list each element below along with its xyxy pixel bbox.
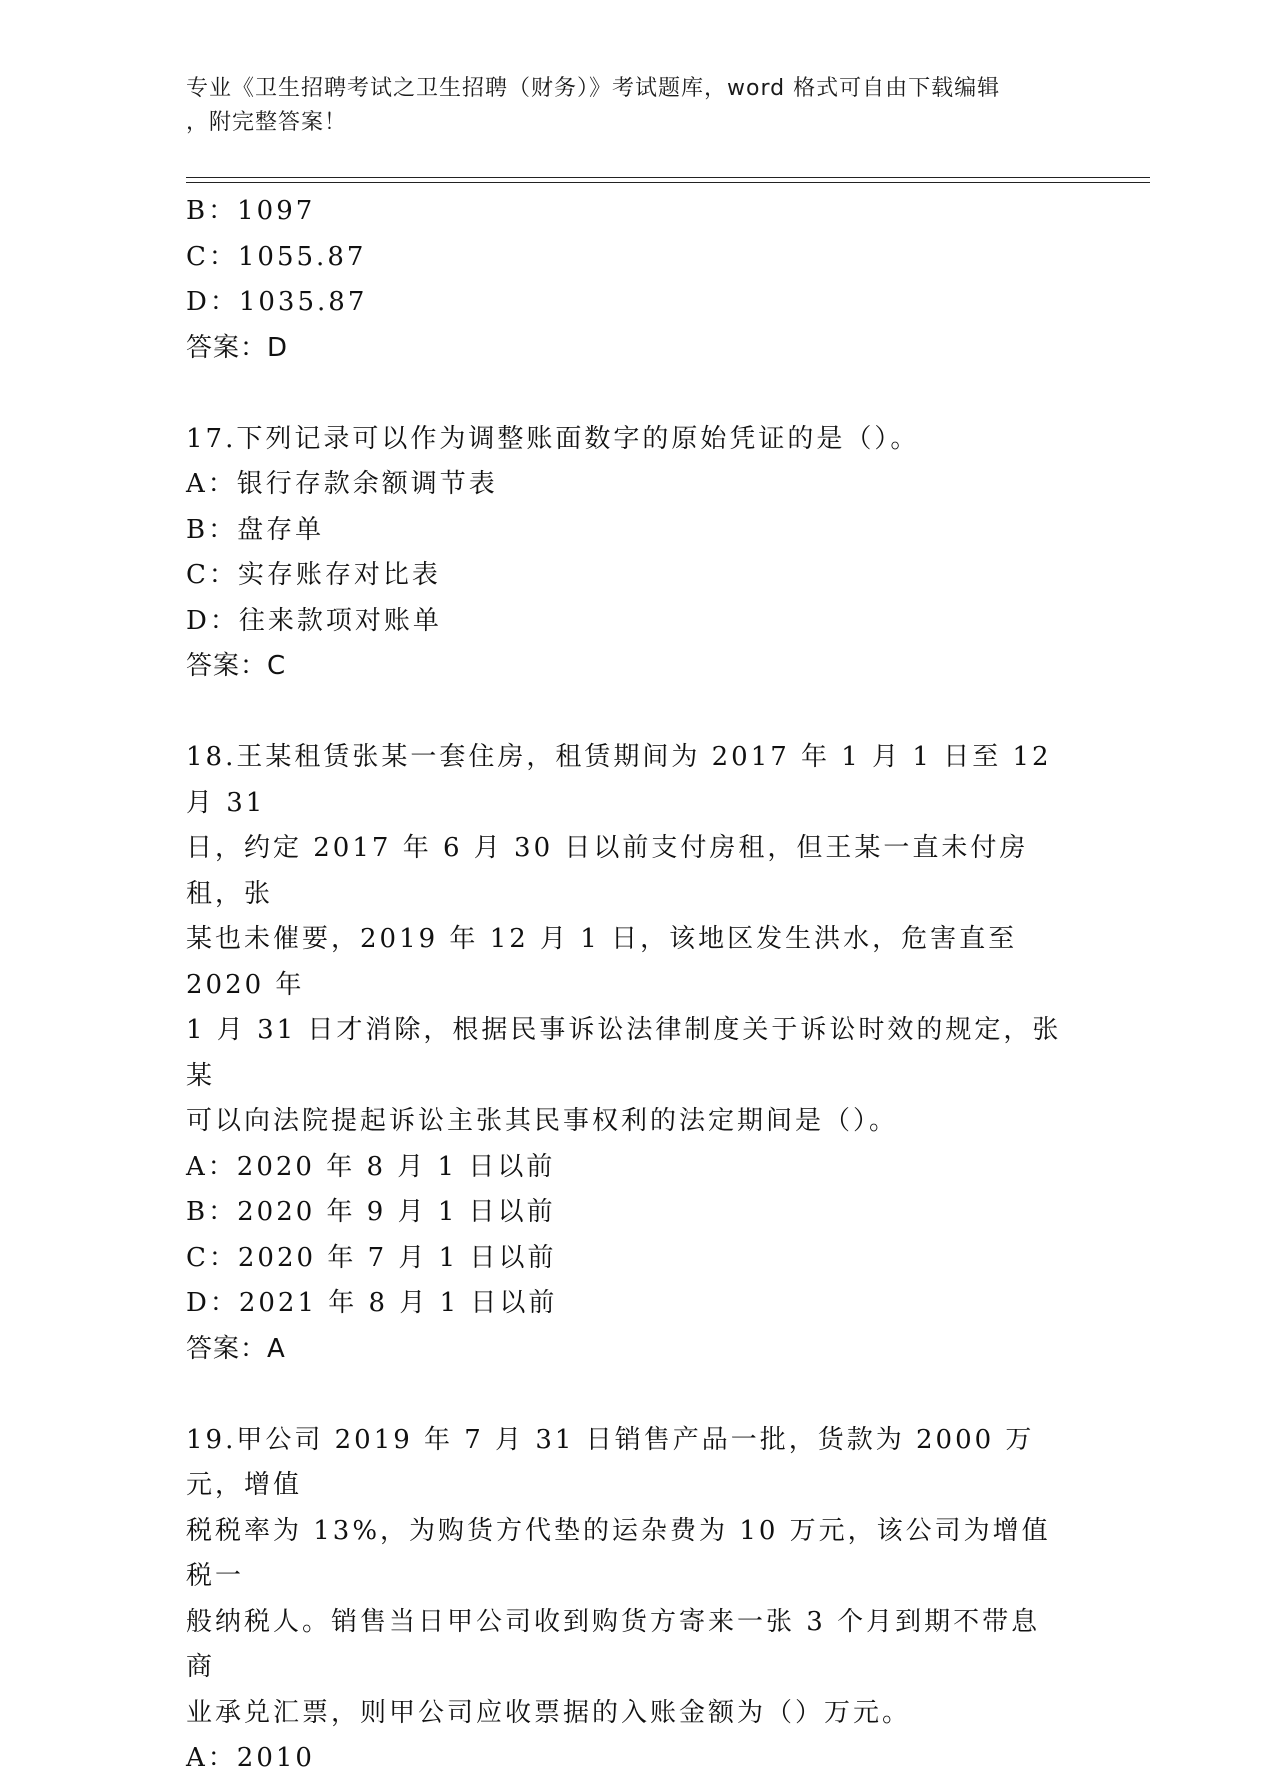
q16-option-d: D：1035.87 [186,287,368,317]
q17-option-a: A：银行存款余额调节表 [186,469,498,499]
header-line-2: ，附完整答案！ [186,110,348,135]
q17-option-b: B：盘存单 [186,514,325,545]
q19-option-a: A：2010 [186,1743,315,1773]
spacer [186,371,1066,417]
q18-option-d: D：2021 年 8 月 1 日以前 [186,1288,558,1318]
q18-stem-line: 18.王某租赁张某一套住房，租赁期间为 2017 年 1 月 1 日至 12 月 31 [186,742,1052,818]
q18-stem-line: 可以向法院提起诉讼主张其民事权利的法定期间是（）。 [186,1106,899,1136]
q18-stem-line: 某也未催要，2019 年 12 月 1 日，该地区发生洪水，危害直至 2020 年 [186,924,1018,1000]
q16-option-b: B：1097 [186,196,316,226]
q19-stem-line: 业承兑汇票，则甲公司应收票据的入账金额为（）万元。 [186,1697,912,1728]
q18-option-c: C：2020 年 7 月 1 日以前 [186,1242,557,1273]
q17-option-d: D：往来款项对账单 [186,605,442,636]
q18-answer: 答案：A [186,1333,286,1364]
q17-answer: 答案：C [186,651,287,681]
q18-stem-line: 日，约定 2017 年 6 月 30 日以前支付房租，但王某一直未付房租，张 [186,833,1029,909]
q17-stem: 17.下列记录可以作为调整账面数字的原始凭证的是（）。 [186,423,920,454]
spacer [186,1372,1066,1418]
header-line-1: 专业《卫生招聘考试之卫生招聘（财务）》考试题库，word 格式可自由下载编辑 [186,76,1001,101]
q19-stem-line: 19.甲公司 2019 年 7 月 31 日销售产品一批，货款为 2000 万元，增值 [186,1424,1035,1500]
q17-option-c: C：实存账存对比表 [186,560,441,590]
q18-option-b: B：2020 年 9 月 1 日以前 [186,1197,556,1227]
header-double-rule [186,177,1150,183]
spacer [186,690,1066,736]
question-content [186,189,1066,1782]
q18-option-a: A：2020 年 8 月 1 日以前 [186,1151,556,1182]
q16-answer: 答案：D [186,332,289,363]
q18-stem-line: 1 月 31 日才消除，根据民事诉讼法律制度关于诉讼时效的规定，张某 [186,1015,1062,1091]
q19-stem-line: 税税率为 13%，为购货方代垫的运杂费为 10 万元，该公司为增值税一 [186,1515,1051,1591]
document-header [186,72,1066,140]
q19-stem-line: 般纳税人。销售当日甲公司收到购货方寄来一张 3 个月到期不带息商 [186,1606,1041,1682]
q16-option-c: C：1055.87 [186,241,367,272]
